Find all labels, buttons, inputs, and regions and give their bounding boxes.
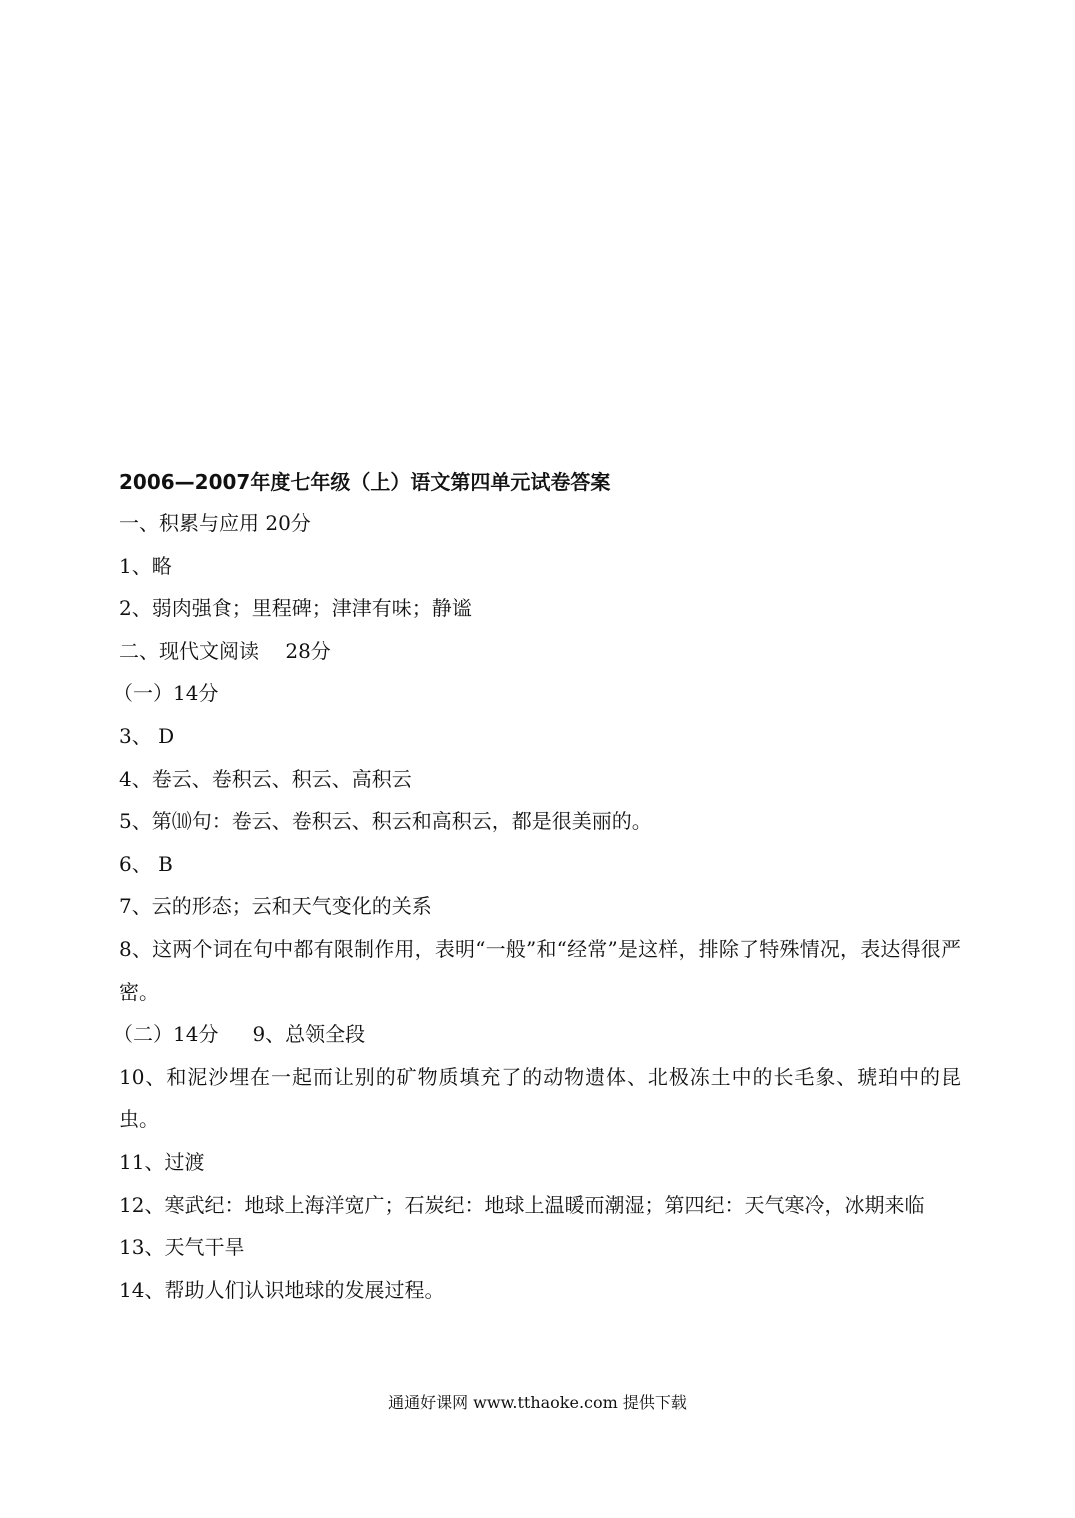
answer-8: 8、这两个词在句中都有限制作用，表明“一般”和“经常”是这样，排除了特殊情况，表达得很严密。 [119, 936, 961, 1004]
answer-11: 11、过渡 [119, 1149, 205, 1174]
answer-9: 9、总领全段 [252, 1022, 366, 1047]
section-heading-accumulation: 一、积累与应用 20分 [119, 511, 311, 535]
answer-3: 3、 D [119, 723, 175, 748]
answer-10: 10、和泥沙埋在一起而让别的矿物质填充了的动物遗体、北极冻土中的长毛象、琥珀中的昆虫。 [119, 1064, 961, 1132]
answer-2: 2、弱肉强食；里程碑；津津有味；静谧 [119, 596, 472, 621]
answer-6: 6、 B [119, 851, 173, 876]
section-heading-modern-reading: 二、现代文阅读 28分 [119, 638, 331, 663]
answer-12: 12、寒武纪：地球上海洋宽广；石炭纪：地球上温暖而潮湿；第四纪：天气寒冷，冰期来临 [119, 1192, 925, 1217]
answer-key-content [113, 462, 961, 1311]
page-footer: 通通好课网 www.tthaoke.com 提供下载 [388, 1393, 687, 1412]
subsection-row-2 [113, 1013, 961, 1056]
answer-7: 7、云的形态；云和天气变化的关系 [119, 894, 432, 919]
answer-13: 13、天气干旱 [119, 1235, 245, 1260]
answer-14: 14、帮助人们认识地球的发展过程。 [119, 1277, 445, 1302]
subsection-heading-1: （一）14分 [113, 681, 219, 706]
answer-4: 4、卷云、卷积云、积云、高积云 [119, 766, 412, 791]
answer-1: 1、略 [119, 553, 172, 578]
subsection-heading-2: （二）14分 [113, 1022, 219, 1047]
document-title: 2006—2007年度七年级（上）语文第四单元试卷答案 [119, 470, 611, 494]
answer-5: 5、第⑽句：卷云、卷积云、积云和高积云，都是很美丽的。 [119, 809, 652, 834]
